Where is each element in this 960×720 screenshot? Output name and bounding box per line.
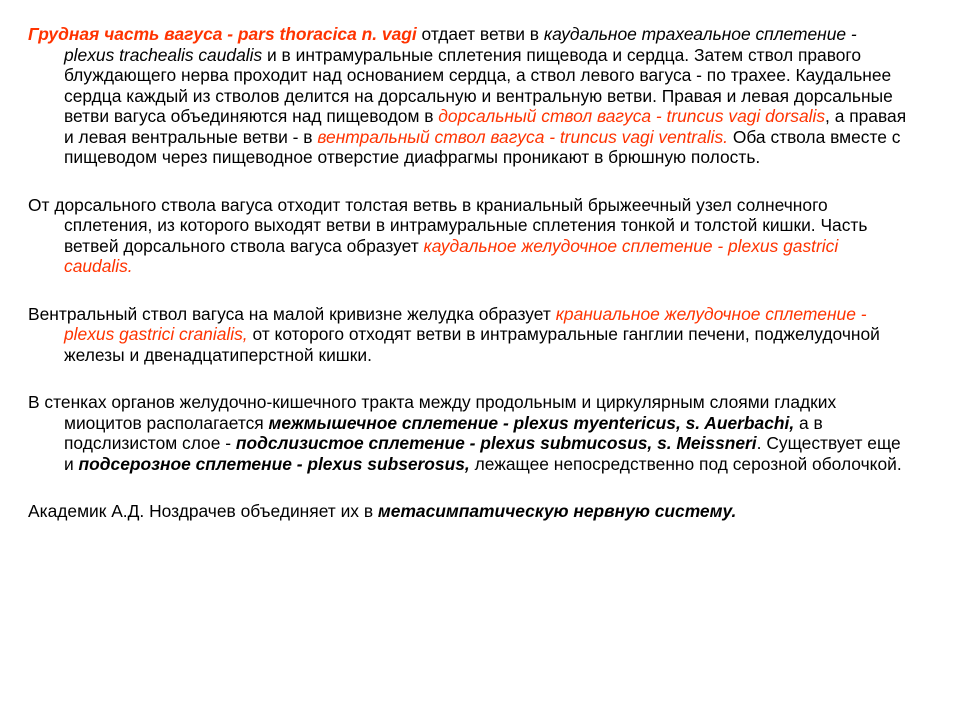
term-plexus-subserosus: подсерозное сплетение - plexus subserosus, bbox=[78, 453, 470, 474]
term-plexus-myentericus: межмышечное сплетение - plexus myentericus, s. Auerbachi, bbox=[268, 412, 795, 433]
slide-text-body bbox=[28, 24, 908, 549]
text-run: Вентральный ствол вагуса на малой кривизне желудка образует bbox=[28, 303, 556, 324]
text-run: от которого отходят ветви в интрамуральные ганглии печени, поджелудочной железы и двенадцатиперстной кишки. bbox=[64, 324, 880, 365]
term-metasympathetic-system: метасимпатическую нервную систему. bbox=[377, 501, 737, 521]
term-truncus-vagi-dorsalis: дорсальный ствол вагуса - truncus vagi dorsalis bbox=[438, 106, 826, 126]
term-plexus-gastrici-caudalis: каудальное желудочное сплетение - plexus gastrici caudalis. bbox=[64, 235, 839, 276]
term-pars-thoracica: Грудная часть вагуса - pars thoracica n. vagi bbox=[28, 24, 417, 44]
text-run: , а правая и левая вентральные ветви - в bbox=[64, 106, 907, 147]
text-run: От дорсального ствола вагуса отходит толстая ветвь в краниальный брыжеечный узел солнечного сплетения, из которого выходят ветви в интрамуральные сплетения тонкой и толстой кишки. Часть ветвей дорсального ствола вагуса образует bbox=[28, 194, 868, 256]
text-run: отдает ветви в bbox=[416, 24, 544, 44]
paragraph-intramural-plexuses bbox=[28, 392, 908, 474]
text-run: Академик А.Д. Ноздрачев объединяет их в bbox=[28, 501, 378, 521]
text-run: Оба ствола вместе с пищеводом через пищеводное отверстие диафрагмы проникают в брюшную полость. bbox=[64, 126, 901, 167]
text-run: а в подслизистом слое - bbox=[64, 412, 823, 453]
paragraph-dorsal-trunk bbox=[28, 195, 908, 277]
text-run: лежащее непосредственно под серозной оболочкой. bbox=[469, 453, 902, 474]
term-truncus-vagi-ventralis: вентральный ствол вагуса - truncus vagi ventralis. bbox=[317, 126, 729, 147]
term-plexus-gastrici-cranialis: краниальное желудочное сплетение - plexus gastrici cranialis, bbox=[64, 303, 867, 344]
text-run: и в интрамуральные сплетения пищевода и сердца. Затем ствол правого блуждающего нерва проходит над основанием сердца, а ствол левого вагуса - по трахее. Каудальнее сердца каждый из стволов делится на дорсальную и вентральную ветви. Правая и левая дорсальные ветви вагуса объединяются над пищеводом в bbox=[64, 44, 893, 126]
term-plexus-submucosus: подслизистое сплетение - plexus submucosus, s. Meissneri bbox=[235, 433, 757, 453]
text-run: . Существует еще и bbox=[64, 433, 901, 474]
text-run: В стенках органов желудочно-кишечного тракта между продольным и циркулярным слоями гладких миоцитов располагается bbox=[28, 392, 837, 433]
paragraph-metasympathetic bbox=[28, 501, 908, 522]
term-plexus-trachealis-caudalis: каудальное трахеальное сплетение - plexus trachealis caudalis bbox=[64, 24, 857, 65]
paragraph-ventral-trunk bbox=[28, 304, 908, 366]
paragraph-thoracic-vagus bbox=[28, 24, 908, 168]
